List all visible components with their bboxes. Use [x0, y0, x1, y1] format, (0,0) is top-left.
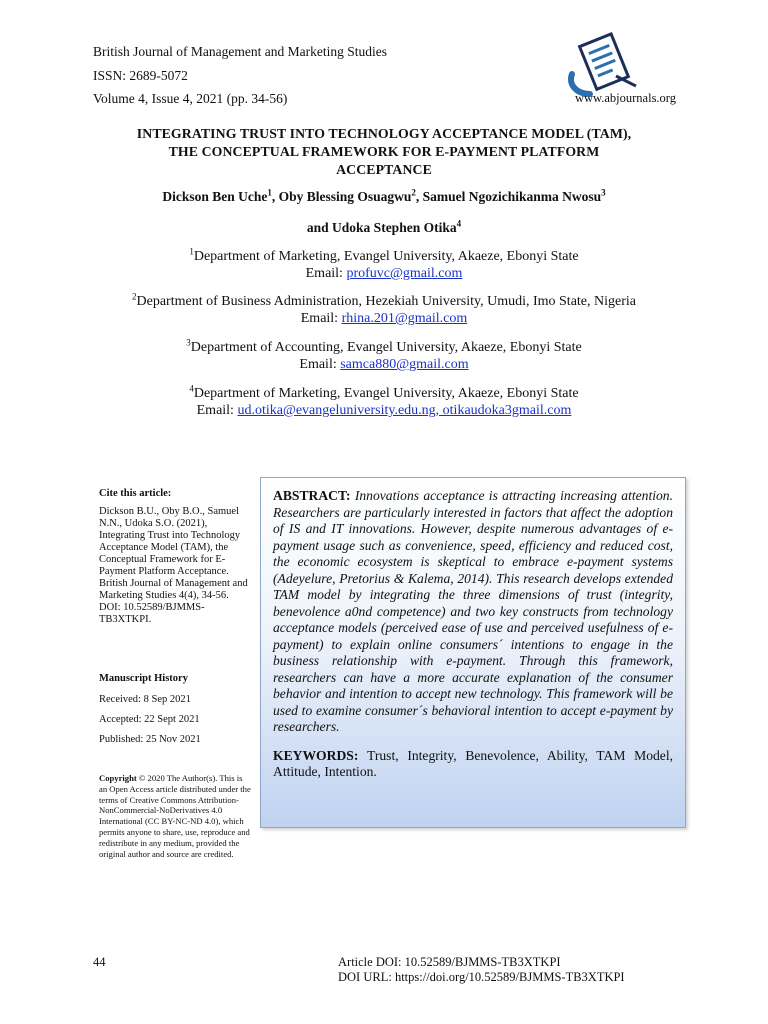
email-link[interactable]: samca880@gmail.com	[340, 357, 469, 372]
authors-line-1	[80, 189, 688, 205]
author-name: Dickson Ben Uche	[162, 189, 268, 204]
affiliation-3	[60, 339, 708, 373]
affiliation-mark: 1	[189, 246, 194, 257]
copyright-text: © 2020 The Author(s). This is an Open Access article distributed under the terms of Creative Commons Attribution-NonCommercial-NoDerivatives 4.0 International (CC BY-NC-ND 4.0), which permits anyone to share, use, reproduce and redistribute in any medium, provided the original author and source are credited.	[99, 773, 251, 859]
article-doi: Article DOI: 10.52589/BJMMS-TB3XTKPI	[338, 955, 561, 969]
author-name: Udoka Stephen Otika	[332, 220, 457, 235]
separator: ,	[271, 189, 279, 204]
title-line: THE CONCEPTUAL FRAMEWORK FOR E-PAYMENT PLATFORM	[168, 144, 600, 159]
history-published: Published: 25 Nov 2021	[99, 734, 201, 745]
affiliation-dept: Department of Accounting, Evangel University, Akaeze, Ebonyi State	[190, 340, 582, 355]
email-label: Email:	[305, 266, 347, 281]
paper-title	[100, 125, 668, 179]
affiliation-mark: 4	[189, 383, 194, 394]
affiliation-2	[60, 293, 708, 327]
journal-name: British Journal of Management and Marketing Studies	[93, 44, 387, 59]
keywords-label: KEYWORDS:	[273, 747, 368, 763]
affiliation-mark: 3	[186, 337, 191, 348]
author-name: Samuel Ngozichikanma Nwosu	[422, 189, 602, 204]
email-label: Email:	[300, 311, 342, 326]
keywords	[273, 748, 673, 781]
abstract-text: Innovations acceptance is attracting increasing attention. Researchers are particularly interested in factors that affect the adoption of IS and IT innovations. However, despite numerous advantages of e-payment usage such as convenience, speed, efficiency and reduced cost, the economic ecosystem is skeptical to embrace e-payment systems (Adeyelure, Pretorius & Kalema, 2014). This research develops extended TAM model by integrating the three dimensions of trust (integrity, benevolence a0nd competence) and two key constructs from technology acceptance models (perceived ease of use and perceived usefulness of e-payment) to explain online consumers´ intentions to engage in the business relationship with e-payment. Through this framework, researchers can have a more accurate explanation of the consumer behavior and intention to accept new technology. This framework will be used to examine consumer´s behavioral intention to accept e-payment by researchers.	[273, 488, 673, 734]
cite-text: Dickson B.U., Oby B.O., Samuel N.N., Udoka S.O. (2021), Integrating Trust into Technology Acceptance Model (TAM), the Conceptual Framework for E-Payment Platform Acceptance. British Journal of Management and Marketing Studies 4(4), 34-56. DOI: 10.52589/BJMMS-TB3XTKPI.	[99, 506, 248, 625]
author-conjunction: and	[306, 220, 333, 235]
history-title: Manuscript History	[99, 673, 188, 684]
separator: ,	[415, 189, 423, 204]
abstract-label: ABSTRACT:	[273, 488, 355, 503]
issn: ISSN: 2689-5072	[93, 68, 188, 83]
email-label: Email:	[196, 403, 238, 418]
journal-document-icon	[566, 28, 646, 98]
affiliation-dept: Department of Marketing, Evangel University, Akaeze, Ebonyi State	[193, 386, 579, 401]
email-link[interactable]: ud.otika@evangeluniversity.edu.ng, otikaudoka3gmail.com	[237, 403, 572, 418]
authors-line-2	[80, 220, 688, 236]
page-number: 44	[93, 955, 106, 969]
email-label: Email:	[299, 357, 341, 372]
title-line: ACCEPTANCE	[336, 162, 432, 177]
author-affiliation-mark: 4	[456, 218, 462, 229]
abstract-box	[260, 477, 686, 828]
affiliation-dept: Department of Business Administration, Hezekiah University, Umudi, Imo State, Nigeria	[136, 294, 636, 309]
history-accepted: Accepted: 22 Sept 2021	[99, 714, 200, 725]
author-affiliation-mark: 1	[267, 187, 272, 198]
email-link[interactable]: rhina.201@gmail.com	[341, 311, 468, 326]
author-affiliation-mark: 2	[411, 187, 416, 198]
author-affiliation-mark: 3	[601, 187, 606, 198]
email-link[interactable]: profuvc@gmail.com	[346, 266, 463, 281]
copyright-label: Copyright	[99, 773, 137, 783]
volume-info: Volume 4, Issue 4, 2021 (pp. 34-56)	[93, 91, 288, 106]
doi-url[interactable]: DOI URL: https://doi.org/10.52589/BJMMS-TB3XTKPI	[338, 970, 625, 984]
author-name: Oby Blessing Osuagwu	[278, 189, 412, 204]
affiliation-1	[60, 248, 708, 282]
abstract	[273, 488, 673, 736]
title-line: INTEGRATING TRUST INTO TECHNOLOGY ACCEPTANCE MODEL (TAM),	[136, 126, 632, 141]
keywords-text: Trust, Integrity, Benevolence, Ability, TAM Model, Attitude, Intention.	[273, 747, 673, 779]
copyright-notice	[99, 773, 251, 859]
affiliation-mark: 2	[132, 291, 137, 302]
cite-title: Cite this article:	[99, 488, 172, 499]
journal-website: www.abjournals.org	[574, 91, 676, 105]
history-received: Received: 8 Sep 2021	[99, 694, 191, 705]
affiliation-4	[60, 385, 708, 419]
affiliation-dept: Department of Marketing, Evangel University, Akaeze, Ebonyi State	[193, 249, 579, 264]
